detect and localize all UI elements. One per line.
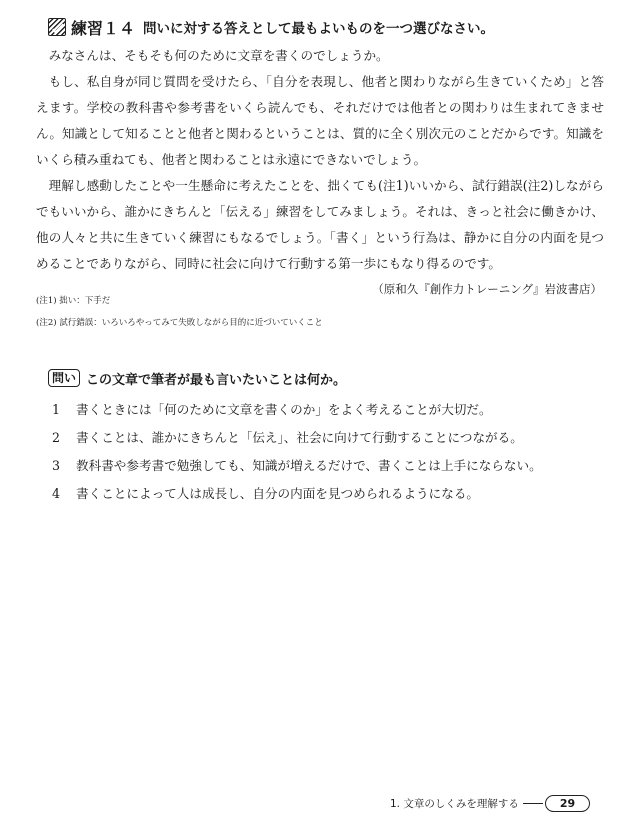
passage-paragraph-3: 理解し感動したことや一生懸命に考えたことを、拙くても(注1)いいから、試行錯誤(注2)しながらでもいいから、誰かにきちんと「伝える」練習をしてみましょう。それは、きっと社会に働きかけ、他の人々と共に生きていく練習にもなるでしょう。「書く」という行為は、静かに自分の内面を見つめることでありながら、同時に社会に向けて行動する第一歩にもなり得るのです。 xyxy=(36,178,604,271)
answer-choice-4[interactable] xyxy=(48,480,608,508)
passage-source: （原和久『創作力トレーニング』岩波書店） xyxy=(372,282,602,296)
question-text: この文章で筆者が最も言いたいことは何か。 xyxy=(86,372,347,388)
passage-paragraph-2: もし、私自身が同じ質問を受けたら、「自分を表現し、他者と関わりながら生きていくため」と答えます。学校の教科書や参考書をいくら読んでも、それだけでは他者との関わりは生まれてきません。知識として知ることと他者と関わるということは、質的に全く別次元のことだからです。知識をいくら積み重ねても、他者と関わることは永遠にできないでしょう。 xyxy=(36,74,604,167)
footnote-2: (注2) 試行錯誤：いろいろやってみて失敗しながら目的に近づいていくこと xyxy=(36,318,323,328)
page-number: 29 xyxy=(545,795,590,812)
footnotes xyxy=(36,290,596,334)
exercise-instruction: 問いに対する答えとして最もよいものを一つ選びなさい。 xyxy=(143,21,495,37)
answer-choices xyxy=(48,396,608,508)
answer-choice-2[interactable] xyxy=(48,424,608,452)
page-footer xyxy=(390,795,590,812)
question-badge: 問い xyxy=(48,369,80,387)
footer-divider xyxy=(523,803,543,804)
chapter-title: 1. 文章のしくみを理解する xyxy=(390,798,519,810)
choice-number: 3 xyxy=(52,458,61,473)
answer-choice-1[interactable] xyxy=(48,396,608,424)
exercise-label: 練習１４ xyxy=(71,18,136,38)
choice-text: 書くときには「何のために文章を書くのか」をよく考えることが大切だ。 xyxy=(76,402,492,417)
passage xyxy=(36,43,604,301)
choice-number: 1 xyxy=(52,402,61,417)
answer-choice-3[interactable] xyxy=(48,452,608,480)
choice-text: 書くことによって人は成長し、自分の内面を見つめられるようになる。 xyxy=(76,486,479,501)
choice-number: 2 xyxy=(52,430,61,445)
choice-number: 4 xyxy=(52,486,61,501)
choice-text: 教科書や参考書で勉強しても、知識が増えるだけで、書くことは上手にならない。 xyxy=(76,458,542,473)
exercise-header xyxy=(48,14,608,40)
question-block xyxy=(48,366,608,508)
question-header xyxy=(48,366,608,390)
choice-text: 書くことは、誰かにきちんと「伝え」、社会に向けて行動することにつながる。 xyxy=(76,430,523,445)
passage-paragraph-1: みなさんは、そもそも何のために文章を書くのでしょうか。 xyxy=(48,48,389,63)
pencil-check-icon xyxy=(48,18,66,36)
footnote-1: (注1) 拙い：下手だ xyxy=(36,296,111,306)
